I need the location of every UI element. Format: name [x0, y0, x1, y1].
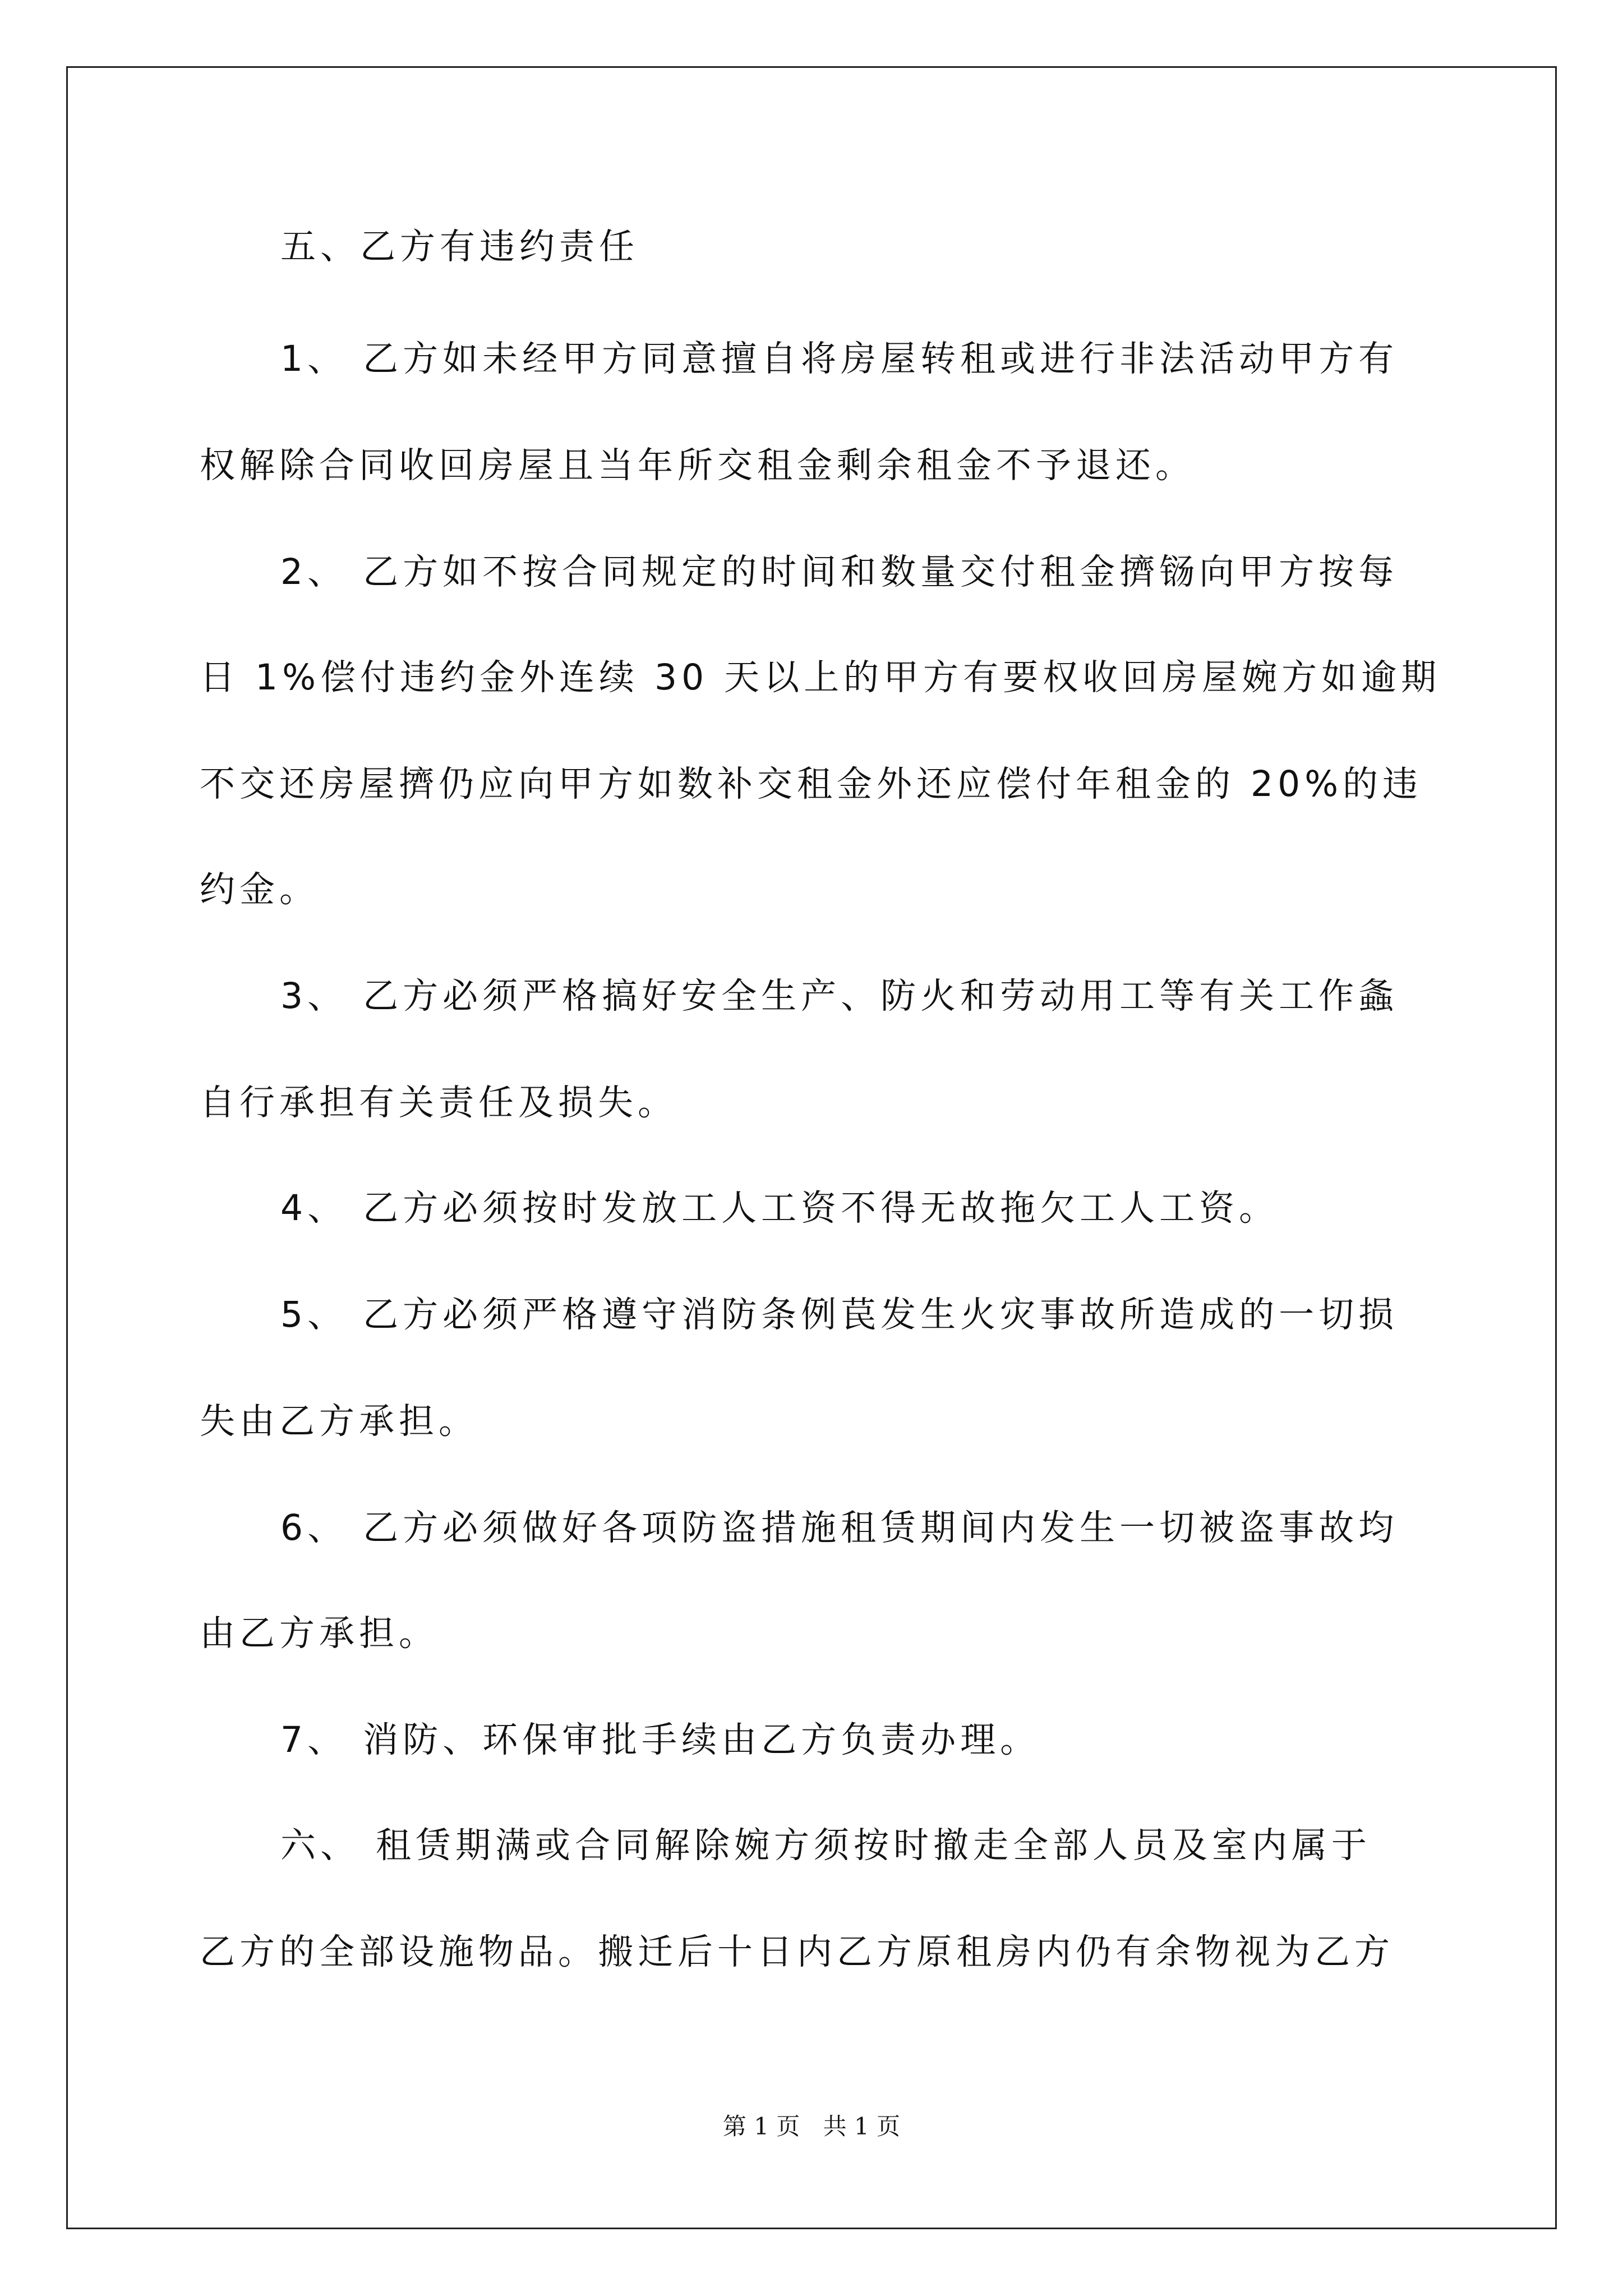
paragraph-line: 6、 乙方必须做好各项防盗措施租赁期间内发生一切被盗事故均	[280, 1507, 1399, 1548]
paragraph-line: 日 1%偿付违约金外连续 30 天以上的甲方有要权收回房屋婉方如逾期	[200, 657, 1441, 698]
page-footer	[0, 2113, 1623, 2141]
section-heading-6: 六、 租赁期满或合同解除婉方须按时撤走全部人员及室内属于	[280, 1825, 1372, 1866]
paragraph-line: 4、 乙方必须按时发放工人工资不得无故拖欠工人工资。	[280, 1188, 1279, 1228]
paragraph-line: 5、 乙方必须严格遵守消防条例苠发生火灾事故所造成的一切损	[280, 1294, 1399, 1335]
paragraph-line: 3、 乙方必须严格搞好安全生产、防火和劳动用工等有关工作螽	[280, 976, 1399, 1016]
page-number: 第 1 页	[722, 2113, 800, 2140]
paragraph-line: 权解除合同收回房屋且当年所交租金剩余租金不予退还。	[200, 445, 1195, 486]
paragraph-line: 1、 乙方如未经甲方同意擅自将房屋转租或进行非法活动甲方有	[280, 338, 1399, 379]
paragraph-line: 由乙方承担。	[200, 1613, 439, 1654]
paragraph-line: 约金。	[200, 869, 319, 910]
paragraph-line: 自行承担有关责任及损失。	[200, 1082, 677, 1123]
page-border	[66, 66, 1557, 2229]
section-heading-5: 五、乙方有违约责任	[280, 226, 639, 267]
paragraph-line: 失由乙方承担。	[200, 1401, 478, 1442]
paragraph-line: 2、 乙方如不按合同规定的时间和数量交付租金擠铴向甲方按每	[280, 551, 1399, 592]
paragraph-line: 7、 消防、环保审批手续由乙方负责办理。	[280, 1719, 1040, 1760]
paragraph-line: 不交还房屋擠仍应向甲方如数补交租金外还应偿付年租金的 20%的违	[200, 763, 1423, 804]
page-total: 共 1 页	[823, 2113, 901, 2140]
paragraph-line: 乙方的全部设施物品。搬迁后十日内乙方原租房内仍有余物视为乙方	[200, 1931, 1394, 1972]
